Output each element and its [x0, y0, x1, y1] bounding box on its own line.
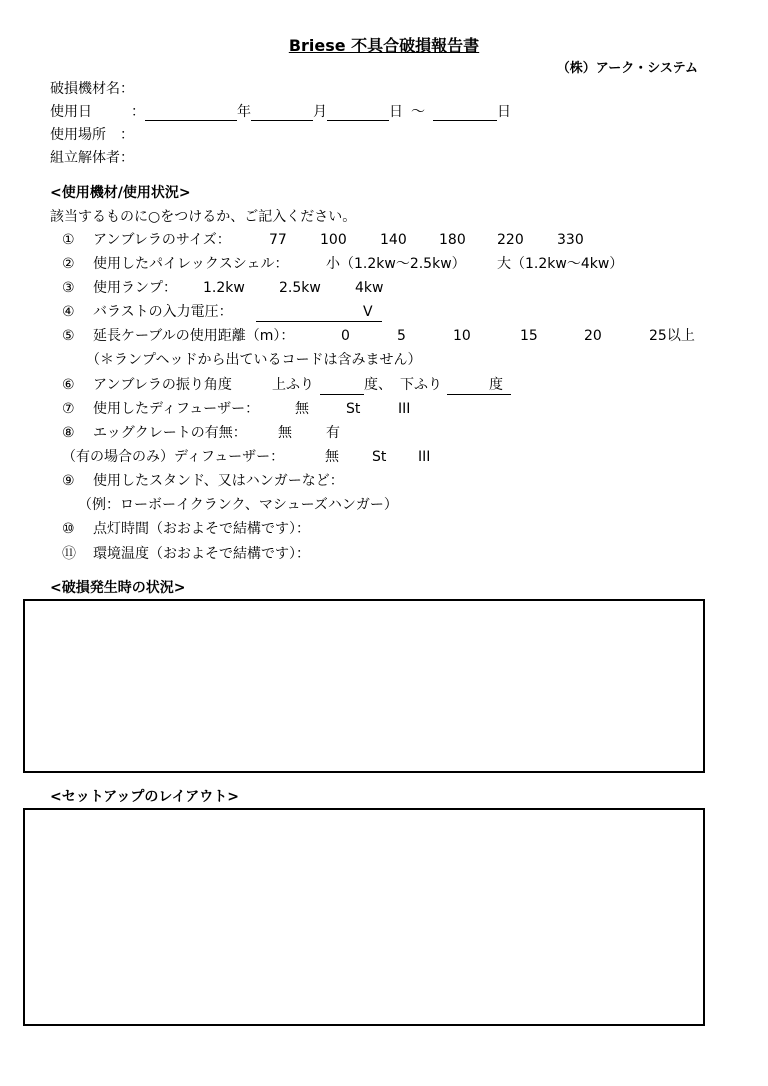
option-diffuser-none[interactable]: 無: [295, 401, 309, 417]
option-2-5kw[interactable]: 2.5kw: [279, 280, 321, 296]
date-row: [50, 103, 92, 121]
setup-layout-heading: <セットアップのレイアウト>: [50, 789, 239, 805]
date-label: 使用日: [50, 104, 92, 120]
item-number: ⑦: [62, 401, 75, 417]
option-4kw[interactable]: 4kw: [355, 280, 384, 296]
setup-layout-box[interactable]: [23, 808, 705, 1026]
stand-label: 使用したスタンド、又はハンガーなど：: [93, 473, 344, 489]
pyrex-shell-label: 使用したパイレックスシェル：: [93, 256, 289, 272]
item-number: ⑪: [62, 546, 76, 562]
option-large-shell[interactable]: 大（1.2kw～4kw）: [497, 256, 624, 272]
year-field[interactable]: [145, 105, 237, 121]
option-140[interactable]: 140: [380, 232, 407, 248]
lighting-time-label: 点灯時間（おおよそで結構です）：: [93, 521, 310, 537]
option-diffuser-iii[interactable]: III: [398, 401, 411, 417]
angle-up-unit: 度、: [364, 377, 392, 393]
option-1-2kw[interactable]: 1.2kw: [203, 280, 245, 296]
option-5m[interactable]: 5: [397, 328, 406, 344]
date-colon: ：: [131, 104, 145, 120]
item-number: ③: [62, 280, 75, 296]
month-label: 月: [313, 104, 327, 120]
item-number: ④: [62, 304, 75, 320]
section-equipment-heading: <使用機材/使用状況>: [50, 185, 191, 201]
angle-up-label: 上ふり: [272, 377, 314, 393]
tilde: ～: [411, 104, 425, 120]
year-label: 年: [237, 104, 251, 120]
option-eg-diffuser-iii[interactable]: III: [418, 449, 431, 465]
item-number: ⑨: [62, 473, 75, 489]
assembler-label: 組立解体者：: [50, 150, 134, 166]
day-label: 日: [389, 104, 403, 120]
item-number: ⑩: [62, 521, 75, 537]
damage-situation-heading: <破損発生時の状況>: [50, 580, 186, 596]
day2-label: 日: [497, 104, 511, 120]
option-eggcrate-yes[interactable]: 有: [326, 425, 340, 441]
cable-distance-label: 延長ケーブルの使用距離（m）：: [93, 328, 295, 344]
stand-example: （例：ローボーイクランク、マシューズハンガー）: [78, 497, 398, 513]
day-field[interactable]: [327, 105, 389, 121]
option-eg-diffuser-st[interactable]: St: [372, 449, 387, 465]
date-fields: [131, 103, 511, 121]
option-330[interactable]: 330: [557, 232, 584, 248]
option-eggcrate-none[interactable]: 無: [278, 425, 292, 441]
document-title: Briese 不具合破損報告書: [288, 36, 480, 55]
option-25m-plus[interactable]: 25以上: [649, 328, 695, 344]
diffuser-label: 使用したディフューザー：: [93, 401, 260, 417]
option-77[interactable]: 77: [269, 232, 287, 248]
damage-situation-box[interactable]: [23, 599, 705, 773]
option-small-shell[interactable]: 小（1.2kw～2.5kw）: [326, 256, 466, 272]
temperature-label: 環境温度（おおよそで結構です）：: [93, 546, 310, 562]
month-field[interactable]: [251, 105, 313, 121]
umbrella-size-label: アンブレラのサイズ：: [93, 232, 231, 248]
eggcrate-diffuser-label: （有の場合のみ）ディフューザー：: [62, 449, 285, 465]
item-number: ②: [62, 256, 75, 272]
item-number: ⑤: [62, 328, 75, 344]
place-label: 使用場所 ：: [50, 127, 134, 143]
item-number: ⑧: [62, 425, 75, 441]
lamp-label: 使用ランプ：: [93, 280, 177, 296]
angle-up-field[interactable]: [320, 376, 364, 395]
end-day-field[interactable]: [433, 105, 497, 121]
option-0m[interactable]: 0: [341, 328, 350, 344]
company-name: （株）アーク・システム: [556, 61, 698, 76]
option-diffuser-st[interactable]: St: [346, 401, 361, 417]
angle-down-label: 下ふり: [400, 377, 442, 393]
angle-label: アンブレラの振り角度: [93, 377, 232, 393]
item-number: ⑥: [62, 377, 75, 393]
option-100[interactable]: 100: [320, 232, 347, 248]
item-number: ①: [62, 232, 75, 248]
ballast-voltage-label: バラストの入力電圧：: [93, 304, 233, 320]
equipment-name-label: 破損機材名：: [50, 81, 134, 97]
option-eg-diffuser-none[interactable]: 無: [325, 449, 339, 465]
option-10m[interactable]: 10: [453, 328, 471, 344]
option-15m[interactable]: 15: [520, 328, 538, 344]
option-20m[interactable]: 20: [584, 328, 602, 344]
eggcrate-label: エッグクレートの有無：: [93, 425, 247, 441]
angle-down-unit: 度: [489, 377, 503, 393]
option-180[interactable]: 180: [439, 232, 466, 248]
cable-note: （＊ランプヘッドから出ているコードは含みません）: [86, 352, 422, 368]
option-220[interactable]: 220: [497, 232, 524, 248]
instruction-text: 該当するものに○をつけるか、ご記入ください。: [50, 209, 357, 225]
voltage-unit: V: [363, 304, 373, 320]
